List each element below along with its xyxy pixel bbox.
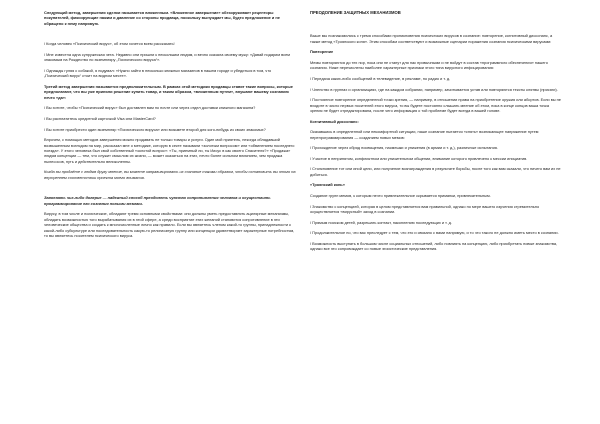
section-title: ПРЕОДОЛЕНИЕ ЗАЩИТНЫХ МЕХАНИЗМОВ xyxy=(310,10,401,15)
list-item: / Однажды гуляя с собакой, я подумал: «Нужно зайти в несколько книжных магазинов в нашем городе и убедиться в том, что „Психический вирус“ стоит на видном месте». xyxy=(44,68,272,79)
list-item: / Прямым поиском детей, разрешать контакт, накоплению последующих и т. д. xyxy=(310,219,453,225)
list-item: / Возможность выступать в большом числе социальных отношений, либо повлиять на концепцию, либо приобретать новые знакомства, однако все это сопровождает со новые эгоистические представления. xyxy=(310,240,558,252)
body-paragraph: Мемы повторяются до тех пор, пока они не станут для нас привычными и не войдут в состав «программного обеспечения» нашего сознания. Ниже перечислены наиболее характерные признаки этого типа вирусного инфицирования: xyxy=(310,60,548,71)
left-column xyxy=(44,10,296,244)
subheading: «Троянский конь» xyxy=(310,182,345,188)
list-item: / Вы хотите, чтобы «Психический вирус» был доставлен вам по почте или через отдел доставки книжного магазина? xyxy=(44,105,256,111)
body-paragraph: Впрочем, с помощью методов завершения можно продавать не только товары и услуги. Один мой приятель, некогда обладавший возвышенным взглядом на мир, рассказал мне о методике, которую в секте называли «золотым вопросом» или «обвинением последнего поезда». У этого человека был свой собственный «золотой вопрос»: «Ты, приемный ли, ты Иисус в как своего Спасителя?» «Продажа» людям концепции — тем, что служит смыслом их жизни, — может оказаться на этих, нечто более сильном влиянием, чем продажа пылесосов, путь и действительно великолепны. xyxy=(44,137,295,164)
list-item: / Прохождение через обряд посвящения, насмешки и унижения (в армии и т. д.), различные испытания. xyxy=(310,145,498,151)
list-item: / Продолжительное по, что вас преследует с тем, что это и связано с вами напрямую, и то что такого не должно иметь место в сознании. xyxy=(310,230,559,236)
list-item: / Столкновение тот или иной цели, или получение вознаграждения в результате борьбы, после того как вам сказали, что ничего вам их не добиться. xyxy=(310,166,561,177)
list-item: / Вы расплатитесь кредитной карточкой Visa или MasterCard? xyxy=(44,116,156,121)
intro-paragraph: Следующий метод, завершения сделки называется вложенным. «Вложенное завершение» обезоруживает рецепторы покупателей, фиксирующие нажим и давление со стороны продавца, поскольку вынуждает мы, будто предложение и не обращено к нему напрямую. xyxy=(44,10,280,26)
list-item: / Когда человек «Психический вирус», об этом хочется всем рассказать! xyxy=(44,41,175,47)
intro-paragraph: Выше мы познакомились с тремя способами проникновения психических вирусов в сознание: повторение, когнитивный диссонанс, а также метод «Троянского коня». Этим способам соответствуют и возможные сценарии поражения сознания психическими вирусами: xyxy=(310,33,553,44)
subheading: Когнитивный диссонанс: xyxy=(310,118,359,124)
right-column xyxy=(310,10,562,257)
list-item: / Вы хотите приобрести один экземпляр «Психического вируса» или возьмете второй для кого-нибудь из своих знакомых? xyxy=(44,126,266,132)
body-paragraph: Создание групп мемов, к которым нечто привлекательное скрывается приманки, привлекательным. xyxy=(310,192,491,198)
list-item: / Знакомство с концепцией, которая в целом представляется вам правильной, однако по мере вашего изучения стремительно осуществляется «вирусный» заход в сознании. xyxy=(310,203,540,214)
list-item: / Передача каких-либо сообщений в телевидение, в рекламе, по радио и т. д. xyxy=(310,76,451,81)
italic-paragraph: Когда вы продаёте с людям другу мнение, вы можете заправивировать их сознание такими образом, чтобы остановить вы этого на внутреннем соответствии проекта моего внимания. xyxy=(44,169,296,180)
list-item: / Постоянное повторение определенной точки зрения, — например, в отношении права на приобретение оружия или абортов. Если вы не входите в число первых носителей этого вируса, то вы будете постоянно слышать мнение об этом, пока в конце концов ваша точка зрения не будет отредактирована, после чего информация о той проблеме будет всегда в вашей голове. xyxy=(310,97,561,113)
list-item: / Участие в непринятом, конфликтном или унизительном общении, внимание которого привлечено к мессии инициатив. xyxy=(310,155,528,161)
bold-paragraph: Третий метод завершения называется предположительным. В рамках этой методики продавцы ставят такие вопросы, которые предполагают, что вы уже приняли решение купить товар, и таким образом, «вложенным путем», внушают вашему сознанию нечто «да»: xyxy=(44,84,293,100)
subheading: Повторение xyxy=(310,49,334,55)
emphasis-paragraph: Завоевать чье-либо доверие — надежный способ преодолеть чувство сопротивления человека и осуществить программирование его сознания новыми мемами. xyxy=(44,195,271,206)
body-paragraph: Вирусу, в том числе и психические, обладают тремя основными свойствами: они должны уметь предоставлять ацилярные механизмы, обладать возможностью того вырабатывания их в этой сфере, а среди восприятие этих желаний становится сопротивление в эти человеческие общества и создать к многочисленные лично как правило. Если вы являетесь членом какой-то группы, принадлежности к какой-либо субкультуре или последовательность какую-то религиозную группу или концепции удовлетворяет характерные потребностям, то вы являетесь носителем психического вируса. xyxy=(44,211,295,239)
list-item: / Членство в группах и организациях, где на каждом собрании, например, зачитывается устав или повторяются тексты клятвы (присяги). xyxy=(310,86,558,92)
body-paragraph: Оказавшись в определенной или некомфортной ситуации, наше сознание пытается «снять» возникающее напряжение путем перепрограммирования — созданием новых мемов: xyxy=(310,129,539,140)
list-item: / Мне известна одна супружеская чета. Недавно они пришли к нескольким людям, и вечно сказала своему мужу: «Давай подарим всем знакомым на Рождество по экземпляру „Психического вируса“». xyxy=(44,52,290,63)
